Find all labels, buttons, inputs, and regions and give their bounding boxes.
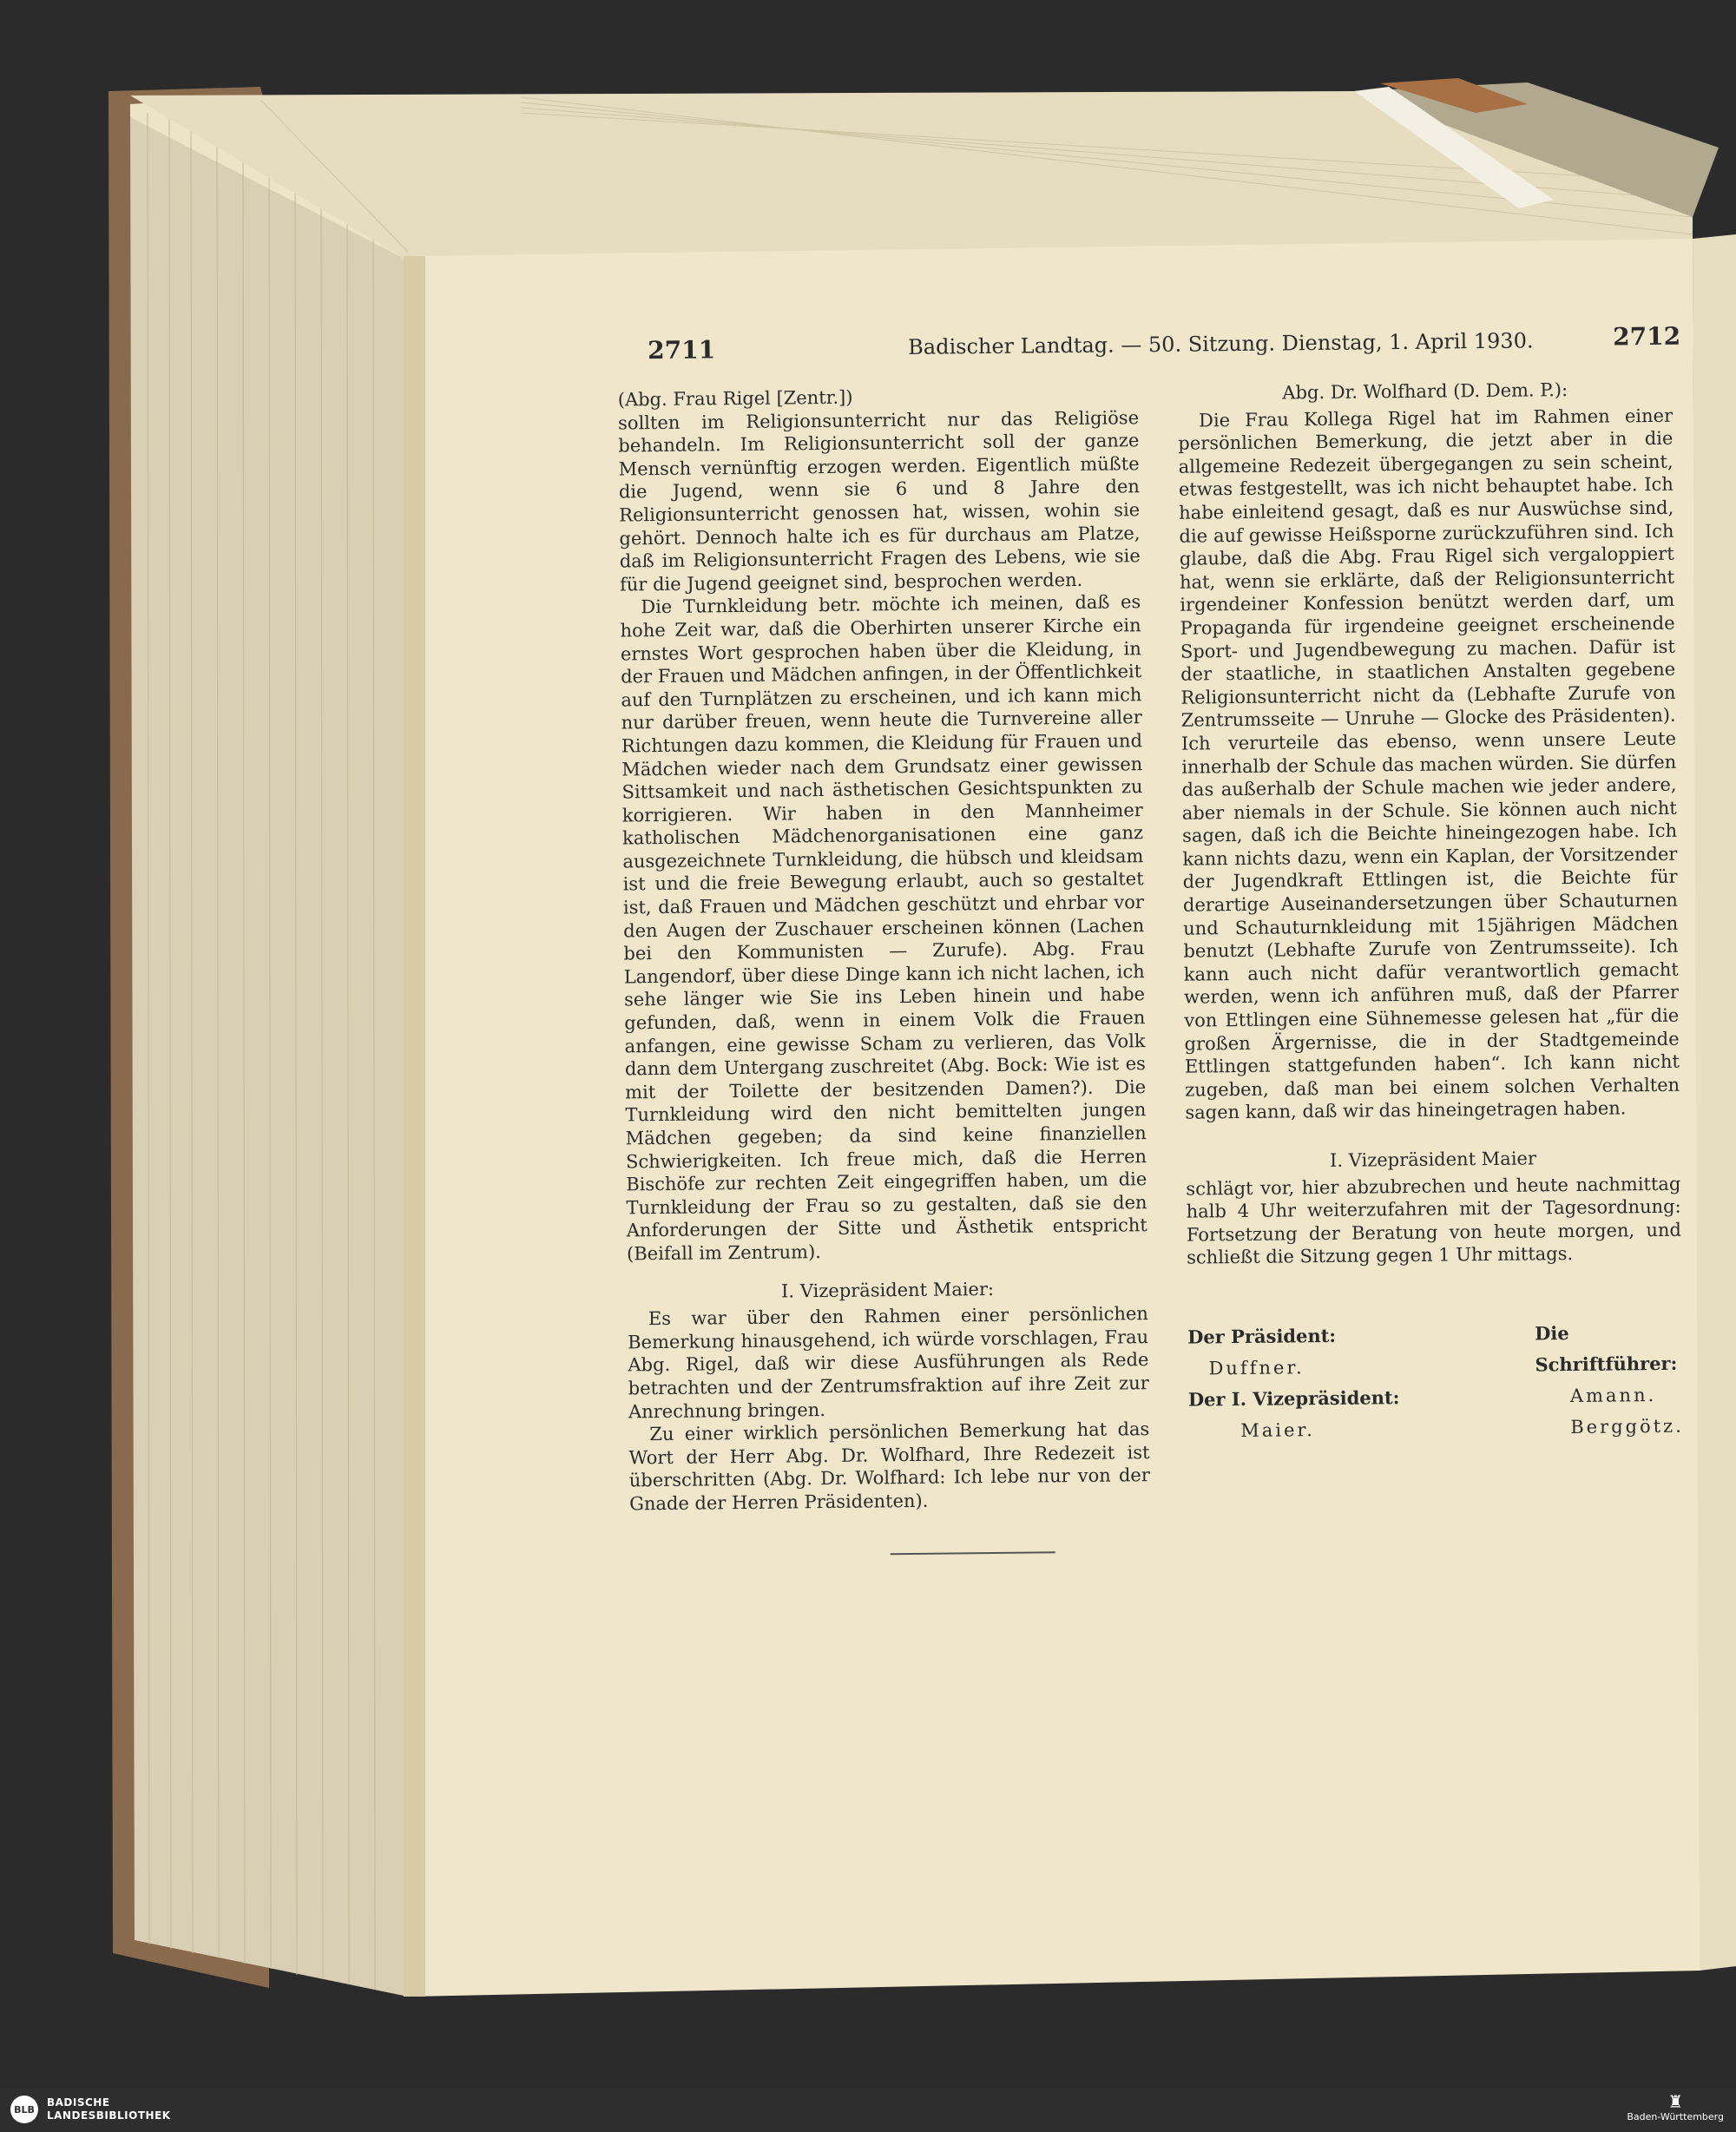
left-column — [618, 383, 1151, 1516]
vice-president-name: Maier. — [1240, 1419, 1315, 1441]
paragraph: Die Turnkleidung betr. möchte ich meinen, daß es hohe Zeit war, daß die Oberhirten unserer Kirche ein ernstes Wort gesprochen haben über die Kleidung, in der Frauen und Mädchen anfingen, in der Öffentlichkeit auf den Turnplätzen zu erscheinen, und ich kann mich nur darüber freuen, wenn heute die Turnvereine aller Richtungen dazu kommen, die Kleidung für Frauen und Mädchen wieder nach dem Grundsatz einer gewissen Sittsamkeit und nach ästhetischen Gesichtspunkten zu korrigieren. Wir haben in den Mannheimer katholischen Mädchenorganisationen eine ganz ausgezeichnete Turnkleidung, die hübsch und kleidsam ist und die freie Bewegung erlaubt, auch so gestaltet ist, daß Frauen und Mädchen geschützt und ehrbar vor den Augen der Zuschauer erscheinen können (Lachen bei den Kommunisten — Zurufe). Abg. Frau Langendorf, über diese Dinge kann ich nicht lachen, ich sehe länger wie Sie ins Leben hinein und habe gefunden, daß, wenn in einem Volk die Frauen anfangen, eine gewisse Scham zu verlieren, das Volk dann dem Untergang zuschreitet (Abg. Bock: Wie ist es mit der Toilette der besitzenden Damen?). Die Turnkleidung wird den nicht bemittelten jungen Mädchen gegeben; da sind keine finanziellen Schwierigkeiten. Ich freue mich, daß die Herren Bischöfe zur rechten Zeit eingegriffen haben, um die Turnkleidung der Frau so zu gestalten, daß sie den Anforderungen der Sitte und Ästhetik entspricht (Beifall im Zentrum). — [620, 591, 1147, 1265]
speaker-heading: I. Vizepräsident Maier: — [780, 1278, 995, 1302]
speaker-heading: Abg. Dr. Wolfhard (D. Dem. P.): — [1282, 379, 1568, 404]
document-page — [408, 239, 1711, 1971]
secretaries-label: Die Schriftführer: — [1534, 1322, 1678, 1376]
state-logo[interactable] — [1627, 2092, 1724, 2122]
page-number-right: 2712 — [1612, 321, 1681, 352]
signature-block-secretaries — [1535, 1317, 1683, 1444]
library-name-line: BADISCHE — [47, 2096, 110, 2109]
library-name-line: LANDESBIBLIOTHEK — [47, 2109, 171, 2122]
president-label: Der Präsident: — [1187, 1324, 1337, 1348]
speaker-continuation: (Abg. Frau Rigel [Zentr.]) — [617, 386, 853, 411]
paragraph: schlägt vor, hier abzubrechen und heute nachmittag halb 4 Uhr weiterzufahren mit der Tagesordnung: Fortsetzung der Beratung von heute morgen, und schließt die Sitzung gegen 1 Uhr mittags. — [1186, 1173, 1682, 1269]
library-name[interactable] — [47, 2096, 171, 2122]
paragraph: Zu einer wirklich persönlichen Bemerkung hat das Wort der Herr Abg. Dr. Wolfhard, Ihre Redezeit ist überschritten (Abg. Dr. Wolfhard: Ich lebe nur von der Gnade der Herren Präsidenten). — [628, 1418, 1150, 1515]
state-logo-text: Baden-Württemberg — [1627, 2111, 1724, 2122]
running-title: Badischer Landtag. — 50. Sitzung. Dienstag, 1. April 1930. — [908, 328, 1534, 359]
president-name: Duffner. — [1208, 1357, 1305, 1379]
signatures — [1187, 1317, 1684, 1478]
crest-icon: ♜ — [1667, 2091, 1684, 2112]
secretary-name: Amann. — [1569, 1384, 1657, 1407]
paragraph: Die Frau Kollega Rigel hat im Rahmen einer persönlichen Bemerkung, die jetzt aber in die allgemeine Redezeit übergegangen zu sein scheint, etwas festgestellt, was ich nicht behauptet habe. Ich habe einleitend gesagt, daß es nur Auswüchse sind, die auf gewisse Heißsporne zurückzuführen sind. Ich glaube, daß die Abg. Frau Rigel sich vergaloppiert hat, wenn sie erklärte, daß der Religionsunterricht irgendeiner Konfession benützt werden darf, um Propaganda für irgendeine geeignet erscheinende Sport- und Jugendbewegung zu machen. Dafür ist der staatliche, in staatlichen Anstalten gegebene Religionsunterricht nicht da (Lebhafte Zurufe von Zentrumsseite — Unruhe — Glocke des Präsidenten). Ich verurteile das ebenso, wenn unsere Leute innerhalb der Schule das machen würden. Sie dürfen das außerhalb der Schule machen wie jeder andere, aber niemals in der Schule. Sie können auch nicht sagen, daß ich die Beichte hineingezogen habe. Ich kann nichts dazu, wenn ein Kaplan, der Vorsitzender der Jugendkraft Ettlingen ist, die Beichte für derartige Auseinandersetzungen über Schauturnen und Schauturnkleidung mit 15jährigen Mädchen benutzt (Lebhafte Zurufe von Zentrumsseite). Ich kann auch nicht dafür verantwortlich gemacht werden, wenn ich anführen muß, daß der Pfarrer von Ettlingen eine Sühnemesse gelesen hat „für die großen Ärgernisse, die in der Stadtgemeinde Ettlingen stattgefunden haben“. Ich kann nicht zugeben, daß man bei einem solchen Verhalten sagen kann, daß wir das hineingetragen haben. — [1178, 405, 1680, 1124]
end-rule — [891, 1551, 1055, 1555]
vice-president-label: Der I. Vizepräsident: — [1187, 1386, 1400, 1411]
blb-logo-icon[interactable]: BLB — [10, 2096, 38, 2123]
signature-block-presidents — [1187, 1319, 1414, 1447]
viewer-footer — [0, 2089, 1736, 2132]
right-column — [1178, 378, 1684, 1478]
speaker-heading: I. Vizepräsident Maier — [1329, 1148, 1537, 1171]
paragraph: sollten im Religionsunterricht nur das Religiöse behandeln. Im Religionsunterricht soll der ganze Mensch vernünftig erzogen werden. Eigentlich müßte die Jugend, wenn sie 6 und 8 Jahre den Religionsunterricht genossen hat, wissen, wohin sie gehört. Dennoch halte ich es für durchaus am Platze, daß im Religionsunterricht Fragen des Lebens, wie sie für die Jugend geeignet sind, besprochen werden. — [617, 406, 1141, 596]
secretary-name: Berggötz. — [1570, 1415, 1684, 1438]
page-number-left: 2711 — [648, 335, 716, 365]
page-header — [648, 321, 1681, 371]
paragraph: Es war über den Rahmen einer persönlichen Bemerkung hinausgehend, ich würde vorschlagen, Frau Abg. Rigel, daß wir diese Ausführungen als Rede betrachten und der Zentrumsfraktion auf ihre Zeit zur Anrechnung bringen. — [628, 1303, 1149, 1422]
